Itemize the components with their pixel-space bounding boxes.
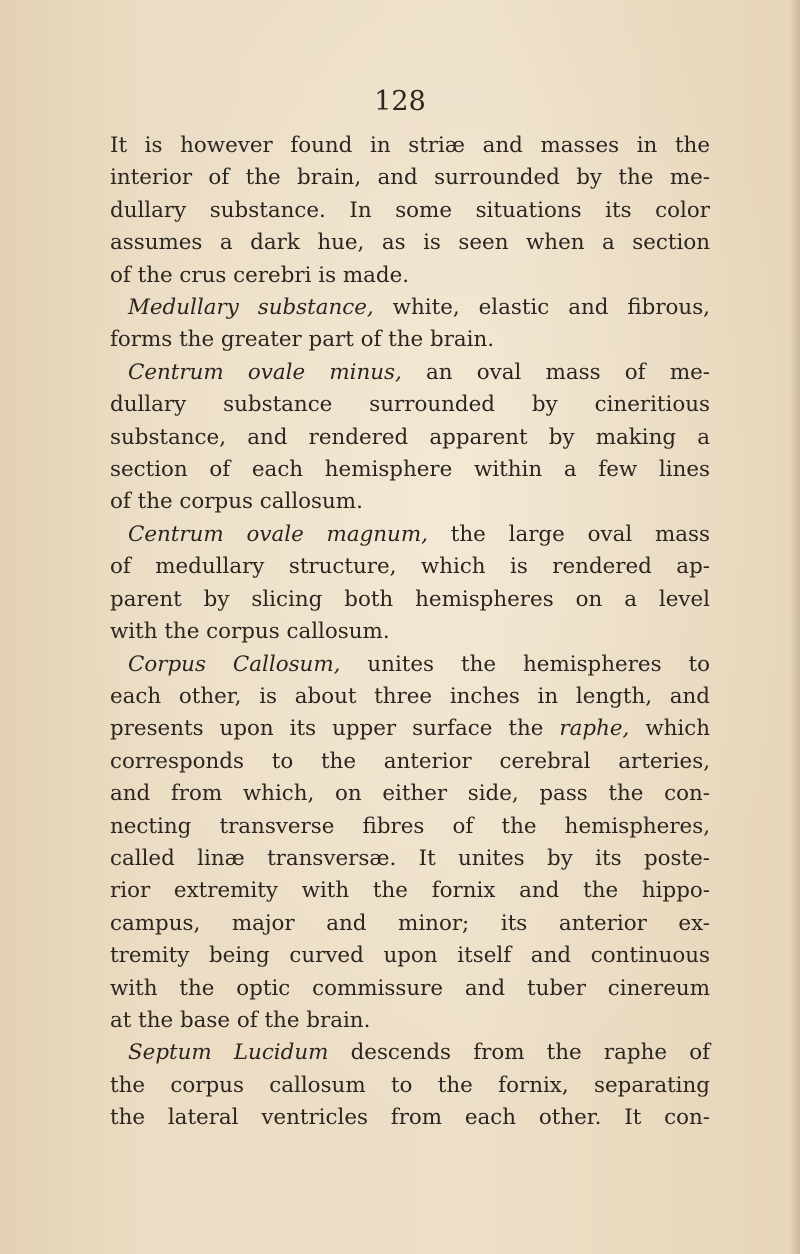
term-centrum-ovale-magnum: Centrum ovale magnum,: [128, 521, 428, 547]
text-line: of medullary structure, which is rendered ap-: [110, 554, 710, 580]
text-line: at the base of the brain.: [110, 1007, 371, 1033]
text-line: It is however found in striæ and masses in the: [110, 133, 710, 158]
text-line: Septum Lucidum descends from the raphe of: [128, 1040, 710, 1066]
text-line: Corpus Callosum, unites the hemispheres to: [128, 651, 711, 677]
term-raphe: raphe,: [559, 716, 630, 742]
term-septum-lucidum: Septum Lucidum: [128, 1040, 329, 1066]
text-line: parent by slicing both hemispheres on a level: [110, 586, 710, 612]
text-line: presents upon its upper surface the raphe, which: [110, 716, 711, 742]
text-line: Centrum ovale magnum, the large oval mass: [128, 521, 710, 547]
text-line: and from which, on either side, pass the con-: [110, 781, 710, 807]
body-text: [110, 130, 710, 1135]
text-line: dullary substance. In some situations its color: [110, 197, 710, 223]
text-line: Centrum ovale minus, an oval mass of me-: [128, 359, 710, 385]
text-line: each other, is about three inches in length, and: [110, 683, 710, 709]
text-line: the corpus callosum to the fornix, separating: [110, 1072, 710, 1098]
text-line: forms the greater part of the brain.: [110, 327, 495, 353]
term-corpus-callosum: Corpus Callosum,: [128, 651, 341, 677]
text-line: necting transverse fibres of the hemispheres,: [110, 813, 710, 839]
text-line: with the optic commissure and tuber cinereum: [110, 975, 710, 1001]
text-line: substance, and rendered apparent by making a: [110, 424, 710, 450]
term-centrum-ovale-minus: Centrum ovale minus,: [128, 359, 402, 385]
text-line: assumes a dark hue, as is seen when a section: [110, 230, 710, 256]
text-line: called linæ transversæ. It unites by its poste-: [110, 845, 710, 871]
page-number: 128: [374, 86, 426, 117]
text-line: Medullary substance, white, elastic and fibrous,: [128, 295, 710, 321]
text-line: rior extremity with the fornix and the hippo-: [110, 878, 710, 904]
text-line: dullary substance surrounded by cineritious: [110, 392, 710, 418]
text-line: of the crus cerebri is made.: [110, 262, 410, 288]
text-line: campus, major and minor; its anterior ex-: [110, 910, 710, 936]
text-line: section of each hemisphere within a few lines: [110, 457, 710, 483]
text-line: with the corpus callosum.: [110, 619, 390, 645]
text-line: tremity being curved upon itself and continuous: [110, 943, 710, 969]
text-line: the lateral ventricles from each other. It con-: [110, 1105, 710, 1131]
text-line: interior of the brain, and surrounded by the me-: [110, 165, 710, 191]
text-line: corresponds to the anterior cerebral arteries,: [110, 748, 710, 774]
term-medullary-substance: Medullary substance,: [128, 295, 374, 321]
text-line: of the corpus callosum.: [110, 489, 363, 515]
